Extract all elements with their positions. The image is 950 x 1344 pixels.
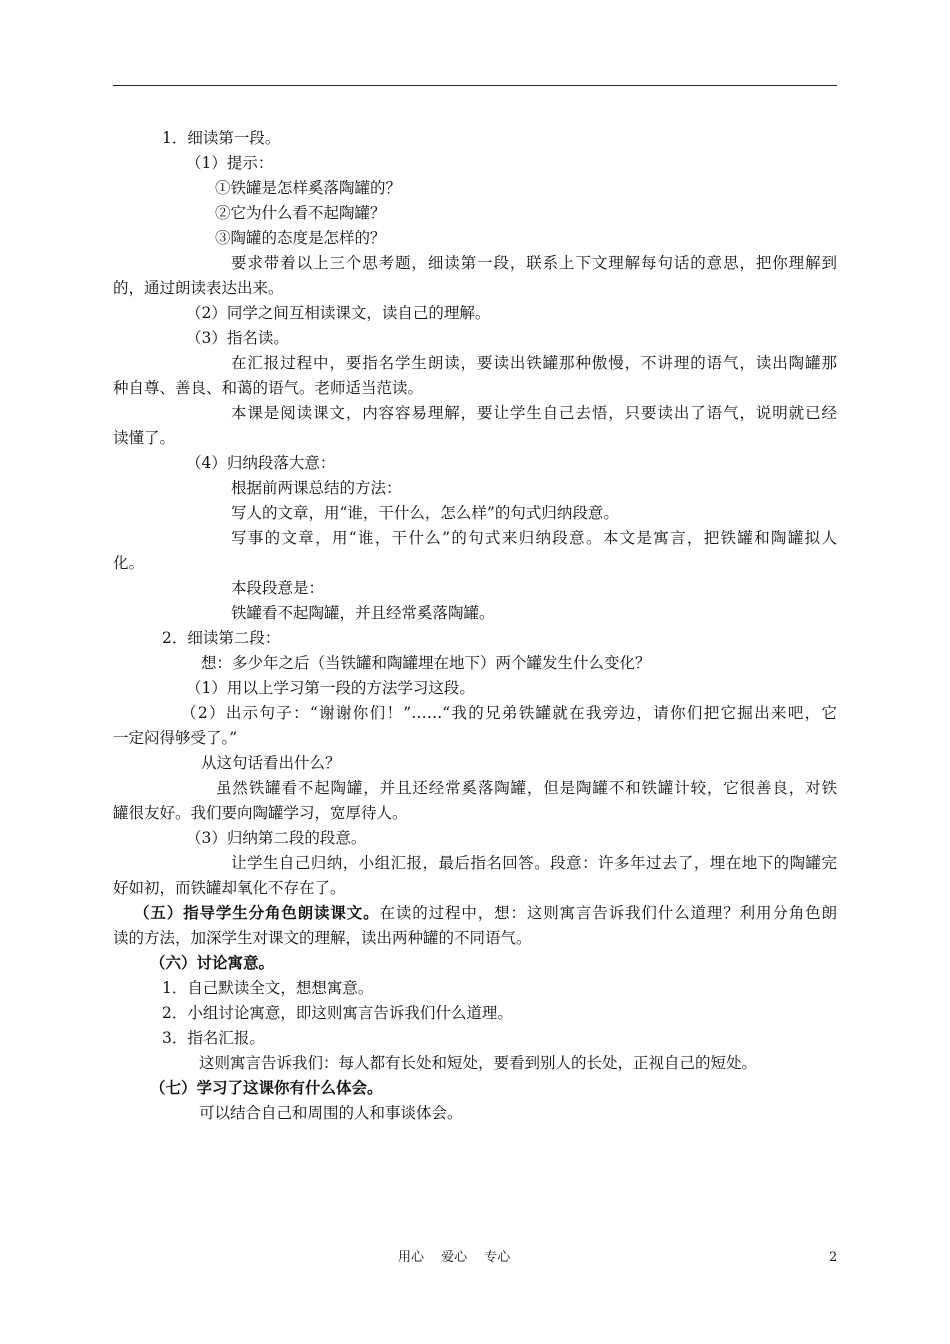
question-2: ②它为什么看不起陶罐？ (215, 204, 386, 222)
section-7-heading: （七）学习了这课你有什么体会。 (150, 1078, 383, 1097)
section-1-step-3: （3）指名读。 (186, 329, 289, 347)
footer-motto: 用心 爱心 专心 (398, 1250, 511, 1265)
paragraph-meaning-label: 本段段意是： (231, 579, 325, 597)
paragraph-meaning-text: 铁罐看不起陶罐，并且经常奚落陶罐。 (231, 604, 495, 622)
lesson-line-2: 读懂了。 (113, 429, 176, 447)
section-5-heading: （五）指导学生分角色朗读课文。 (134, 903, 380, 922)
method-line-2: 写人的文章，用“谁，干什么，怎么样”的句式归纳段意。 (231, 504, 619, 522)
question-1: ①铁罐是怎样奚落陶罐的？ (215, 179, 402, 197)
section-2-summary-1: 让学生自己归纳，小组汇报，最后指名回答。段意：许多年过去了，埋在地下的陶罐完 (231, 854, 837, 872)
section-2-question: 从这句话看出什么？ (201, 754, 341, 772)
page-number: 2 (829, 1250, 838, 1265)
lesson-line-1: 本课是阅读课文，内容容易理解，要让学生自己去悟，只要读出了语气，说明就已经 (231, 404, 837, 422)
section-2-step-2: （2）出示句子：“谢谢你们！”……“我的兄弟铁罐就在我旁边，请你们把它掘出来吧，它 (181, 704, 837, 722)
section-2-answer-1: 虽然铁罐看不起陶罐，并且还经常奚落陶罐，但是陶罐不和铁罐计较，它很善良，对铁 (216, 779, 837, 797)
method-line-3-cont: 化。 (113, 554, 145, 572)
section-6-heading: （六）讨论寓意。 (150, 953, 275, 972)
section-1-title: 1．细读第一段。 (162, 129, 281, 147)
section-6-item-1: 1．自己默读全文，想想寓意。 (162, 979, 374, 997)
section-6-item-3: 3．指名汇报。 (162, 1029, 265, 1047)
method-line-3: 写事的文章，用“谁，干什么”的句式来归纳段意。本文是寓言，把铁罐和陶罐拟人 (231, 529, 837, 547)
section-2-answer-2: 罐很友好。我们要向陶罐学习，宽厚待人。 (113, 804, 408, 822)
method-line-1: 根据前两课总结的方法： (231, 479, 402, 497)
section-1-step-2: （2）同学之间互相读课文，读自己的理解。 (186, 304, 491, 322)
section-5-text: 在读的过程中，想：这则寓言告诉我们什么道理？利用分角色朗 (379, 904, 837, 922)
section-5-line-2: 读的方法，加深学生对课文的理解，读出两种罐的不同语气。 (113, 929, 532, 947)
section-2-step-1: （1）用以上学习第一段的方法学习这段。 (186, 679, 475, 697)
section-6-item-2: 2．小组讨论寓意，即这则寓言告诉我们什么道理。 (162, 1004, 513, 1022)
header-rule (113, 85, 837, 86)
section-6-answer: 这则寓言告诉我们：每人都有长处和短处，要看到别人的长处，正视自己的短处。 (199, 1054, 758, 1072)
section-1-step-4: （4）归纳段落大意： (186, 454, 336, 472)
section-5-line-1 (134, 903, 837, 923)
section-2-title: 2．细读第二段： (162, 629, 281, 647)
section-2-summary-2: 好如初，而铁罐却氧化不存在了。 (113, 879, 346, 897)
report-line-1: 在汇报过程中，要指名学生朗读，要读出铁罐那种傲慢，不讲理的语气，读出陶罐那 (231, 354, 837, 372)
section-2-step-3: （3）归纳第二段的段意。 (186, 829, 367, 847)
report-line-2: 种自尊、善良、和蔼的语气。老师适当范读。 (113, 379, 424, 397)
section-2-think: 想：多少年之后（当铁罐和陶罐埋在地下）两个罐发生什么变化？ (201, 654, 651, 672)
requirement-line-2: 的，通过朗读表达出来。 (113, 279, 284, 297)
question-3: ③陶罐的态度是怎样的？ (215, 229, 386, 247)
requirement-line-1: 要求带着以上三个思考题，细读第一段，联系上下文理解每句话的意思，把你理解到 (231, 254, 837, 272)
section-7-answer: 可以结合自己和周围的人和事谈体会。 (199, 1104, 463, 1122)
section-2-step-2-cont: 一定闷得够受了。” (113, 729, 238, 747)
section-1-prompt: （1）提示： (186, 154, 274, 172)
